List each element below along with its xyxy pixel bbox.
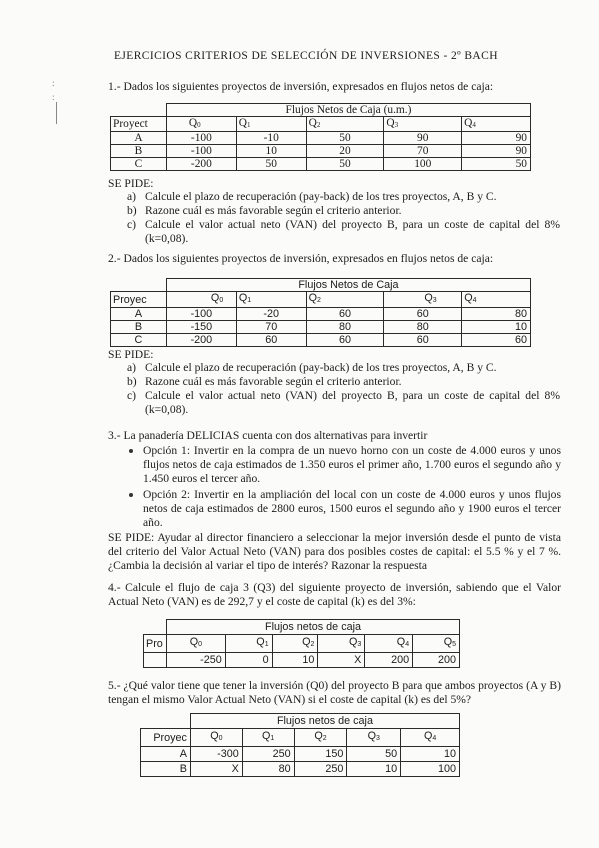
ex1-table-header: Flujos Netos de Caja (u.m.)	[166, 104, 530, 117]
table-row: B -100 10 20 70 90	[111, 145, 531, 158]
bullet-icon	[129, 493, 133, 497]
ex5-intro: 5.- ¿Qué valor tiene que tener la inversión (Q0) del proyecto B para que ambos proyectos (A y B) tengan el mismo Valor Actual Neto (VAN) si el coste de capital (k) es del 5%?	[108, 679, 561, 706]
list-item: Opción 2: Invertir en la ampliación del local con un coste de 4.000 euros y unos flujos netos de caja estimados de 2800 euros, 1500 euros el segundo año y 1900 euros el tercer año.	[143, 488, 561, 530]
ex1-items: a) Calcule el plazo de recuperación (pay-back) de los tres proyectos, A, B y C. b) Razone cuál es más favorable según el criterio anterior. c) Calcule el valor actual neto (VAN) del proyecto B, para un coste de capital del 8% (k=0,08).	[127, 190, 560, 245]
page-title: EJERCICIOS CRITERIOS DE SELECCIÓN DE INVERSIONES - 2º BACH	[114, 50, 498, 62]
ex1-se-pide: SE PIDE:	[108, 177, 154, 190]
ex3-se-pide: SE PIDE: Ayudar al director financiero a seleccionar la mejor inversión desde el punto de vista del criterio del Valor Actual Neto (VAN) para dos posibles costes de capital: el 5.5 % y el 7 %. ¿Cambia la decisión al variar el tipo de interés? Razonar la respuesta	[108, 531, 561, 572]
table-row: A -100 -10 50 90 90	[111, 132, 531, 145]
ex5-table: Flujos netos de caja Proyec $Q_0$ $Q_1$ $Q_2$ $Q_3$ $Q_4$ A -300 250 150 50 10 B X 80 250 10 100	[140, 713, 460, 777]
ex3-intro: 3.- La panadería DELICIAS cuenta con dos alternativas para invertir	[108, 429, 428, 442]
ex1-table: Flujos Netos de Caja (u.m.) Proyect $Q_0$ $Q_1$ $Q_2$ $Q_3$ $Q_4$ A -100 -10 50 90 90 B -100 10 20 70 90 C -200 50 50 100 50	[110, 103, 531, 171]
list-item: Opción 1: Invertir en la compra de un nuevo horno con un coste de 4.000 euros y unos flujos netos de caja estimados de 1.350 euros el primer año, 1.700 euros el segundo año y 1.450 euros el tercer año.	[143, 444, 561, 486]
ex5-table-header: Flujos netos de caja	[190, 714, 459, 729]
table-row: -250 0 10 X 200 200	[144, 653, 460, 668]
ex2-intro: 2.- Dados los siguientes proyectos de inversión, expresados en flujos netos de caja:	[108, 252, 494, 265]
ex1-row-header: Proyect	[111, 117, 167, 132]
ex4-intro: 4.- Calcule el flujo de caja 3 (Q3) del siguiente proyecto de inversión, sabiendo que el Valor Actual Neto (VAN) es de 292,7 y el coste de capital (k) es del 3%:	[108, 581, 561, 608]
margin-marks: : :	[52, 78, 62, 126]
ex4-table-header: Flujos netos de caja	[166, 620, 459, 635]
ex1-intro: 1.- Dados los siguientes proyectos de inversión, expresados en flujos netos de caja:	[108, 80, 494, 93]
bullet-icon	[129, 449, 133, 453]
ex4-row-header: Pro	[144, 635, 167, 653]
table-row: B X 80 250 10 100	[141, 762, 460, 777]
table-row: B -150 70 80 80 10	[111, 321, 531, 334]
table-row: C -200 50 50 100 50	[111, 158, 531, 171]
ex2-table-header: Flujos Netos de Caja	[166, 279, 530, 292]
table-row: A -100 -20 60 60 80	[111, 308, 531, 321]
ex5-row-header: Proyec	[141, 729, 191, 747]
table-row: C -200 60 60 60 60	[111, 334, 531, 347]
ex2-items: a) Calcule el plazo de recuperación (pay-back) de los tres proyectos, A, B y C. b) Razone cuál es más favorable según el criterio anterior. c) Calcule el valor actual neto (VAN) del proyecto B, para un coste de capital del 8% (k=0,08).	[127, 361, 560, 416]
ex2-row-header: Proyec	[111, 292, 167, 308]
ex4-table: Flujos netos de caja Pro $Q_0$ $Q_1$ $Q_2$ $Q_3$ $Q_4$ $Q_5$ -250 0 10 X 200 200	[143, 619, 460, 668]
ex2-table: Flujos Netos de Caja Proyec $Q_0$ $Q_1$ $Q_2$ $Q_3$ $Q_4$ A -100 -20 60 60 80 B -150 70 80 80 10 C -200 60 60 60 60	[110, 278, 531, 347]
table-row: A -300 250 150 50 10	[141, 747, 460, 762]
ex3-options	[143, 444, 561, 530]
ex2-se-pide: SE PIDE:	[108, 348, 154, 361]
